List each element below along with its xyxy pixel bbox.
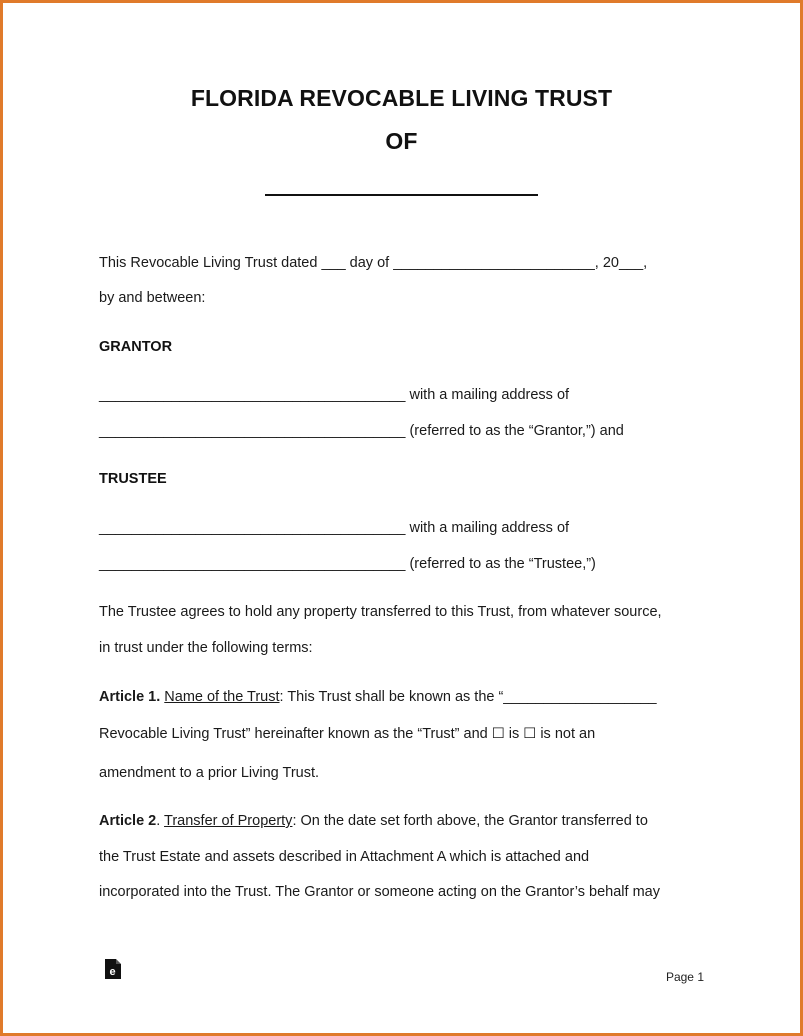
trustee-line-1: ______________________________________ with a mailing address of: [99, 520, 570, 536]
article-2-line-1: [99, 813, 648, 829]
article-1-line-1: [99, 689, 657, 705]
article-1-line-3: amendment to a prior Living Trust.: [99, 765, 320, 781]
trust-name-blank: [265, 194, 538, 196]
article-2-text: : On the date set forth above, the Grantor transferred to: [292, 813, 648, 829]
document-title: FLORIDA REVOCABLE LIVING TRUST: [190, 85, 613, 111]
trustee-line-2: ______________________________________ (referred to as the “Trustee,”): [99, 556, 596, 572]
grantor-line-1: ______________________________________ with a mailing address of: [99, 387, 570, 403]
grantor-line-2: ______________________________________ (referred to as the “Grantor,”) and: [99, 423, 624, 439]
intro-line-1: This Revocable Living Trust dated ___ day of _________________________, 20___,: [99, 255, 648, 271]
article-2-sep: .: [156, 813, 165, 829]
svg-text:e: e: [109, 966, 116, 978]
article-1-heading: Name of the Trust: [164, 689, 280, 705]
trustee-heading: TRUSTEE: [99, 471, 167, 487]
article-2-line-2: the Trust Estate and assets described in Attachment A which is attached and: [99, 849, 590, 865]
article-2-label: Article 2: [99, 813, 157, 829]
grantor-heading: GRANTOR: [99, 339, 173, 355]
article-2-heading: Transfer of Property: [164, 813, 293, 829]
agreement-line-2: in trust under the following terms:: [99, 640, 313, 656]
article-1-label: Article 1.: [99, 689, 161, 705]
article-1-text: : This Trust shall be known as the “___________________: [279, 689, 657, 705]
intro-line-2: by and between:: [99, 290, 206, 306]
page-number: Page 1: [665, 970, 704, 984]
article-1-line-2: Revocable Living Trust” hereinafter known as the “Trust” and ☐ is ☐ is not an: [99, 726, 596, 742]
eforms-logo-icon: [104, 958, 122, 980]
article-2-line-3: incorporated into the Trust. The Grantor or someone acting on the Grantor’s behalf may: [99, 884, 660, 900]
document-title-of: OF: [385, 128, 418, 154]
agreement-line-1: The Trustee agrees to hold any property transferred to this Trust, from whatever source,: [99, 604, 662, 620]
